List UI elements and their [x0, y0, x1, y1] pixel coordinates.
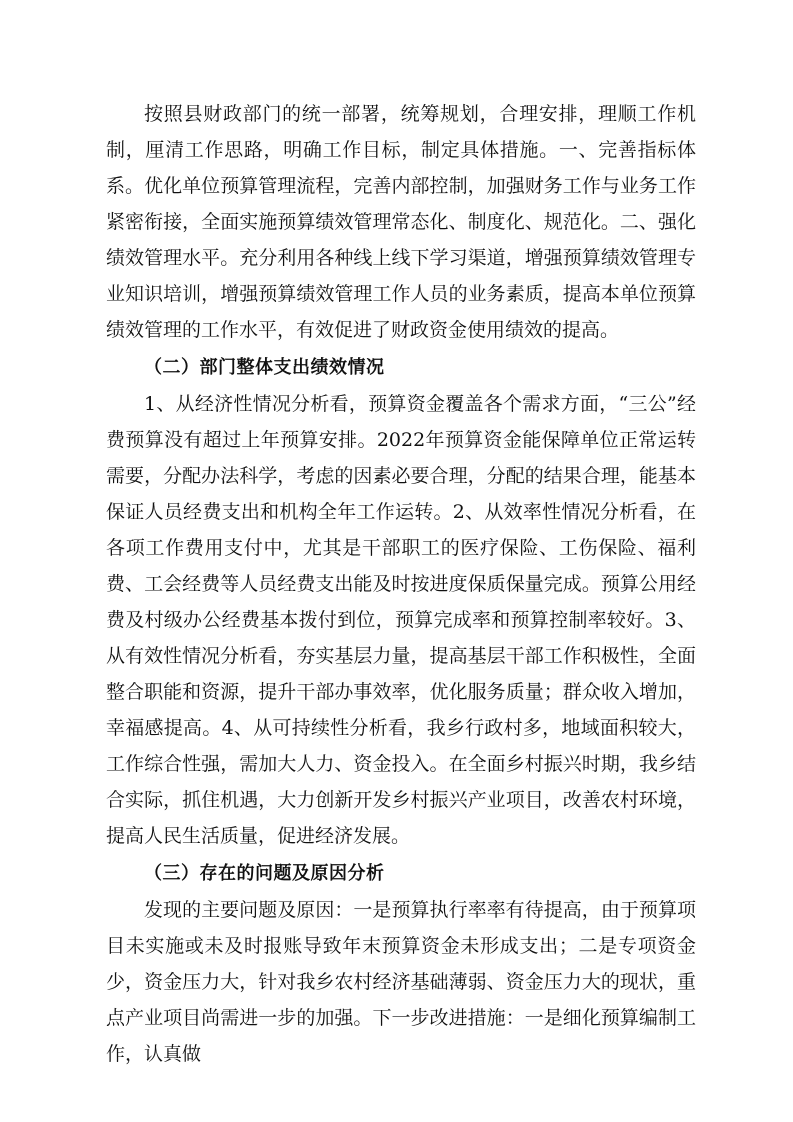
- section-heading-overall-expenditure: （二）部门整体支出绩效情况: [144, 357, 385, 378]
- paragraph-overall-expenditure: 1、从经济性情况分析看，预算资金覆盖各个需求方面，“三公”经费预算没有超过上年预算安排。2022年预算资金能保障单位正常运转需要，分配办法科学，考虑的因素必要合理，分配的结果合理，能基本保证人员经费支出和机构全年工作运转。2、从效率性情况分析看，在各项工作费用支付中，尤其是干部职工的医疗保险、工伤保险、福利费、工会经费等人员经费支出能及时按进度保质保量完成。预算公用经费及村级办公经费基本拨付到位，预算完成率和预算控制率较好。3、从有效性情况分析看，夯实基层力量，提高基层干部工作积极性，全面整合职能和资源，提升干部办事效率，优化服务质量；群众收入增加，幸福感提高。4、从可持续性分析看，我乡行政村多，地域面积较大，工作综合性强，需加大人力、资金投入。在全面乡村振兴时期，我乡结合实际，抓住机遇，大力创新开发乡村振兴产业项目，改善农村环境，提高人民生活质量，促进经济发展。: [106, 393, 696, 847]
- paragraph-performance-management: 按照县财政部门的统一部署，统筹规划，合理安排，理顺工作机制，厘清工作思路，明确工作目标，制定具体措施。一、完善指标体系。优化单位预算管理流程，完善内部控制，加强财务工作与业务工作紧密衔接，全面实施预算绩效管理常态化、制度化、规范化。二、强化绩效管理水平。充分利用各种线上线下学习渠道，增强预算绩效管理专业知识培训，增强预算绩效管理工作人员的业务素质，提高本单位预算绩效管理的工作水平，有效促进了财政资金使用绩效的提高。: [106, 103, 696, 341]
- paragraph-problems: 发现的主要问题及原因：一是预算执行率率有待提高，由于预算项目未实施或未及时报账导致年末预算资金未形成支出；二是专项资金少，资金压力大，针对我乡农村经济基础薄弱、资金压力大的现状，重点产业项目尚需进一步的加强。下一步改进措施：一是细化预算编制工作，认真做: [106, 899, 696, 1065]
- section-heading-problems: （三）存在的问题及原因分析: [144, 863, 385, 884]
- document-body: [106, 96, 696, 1072]
